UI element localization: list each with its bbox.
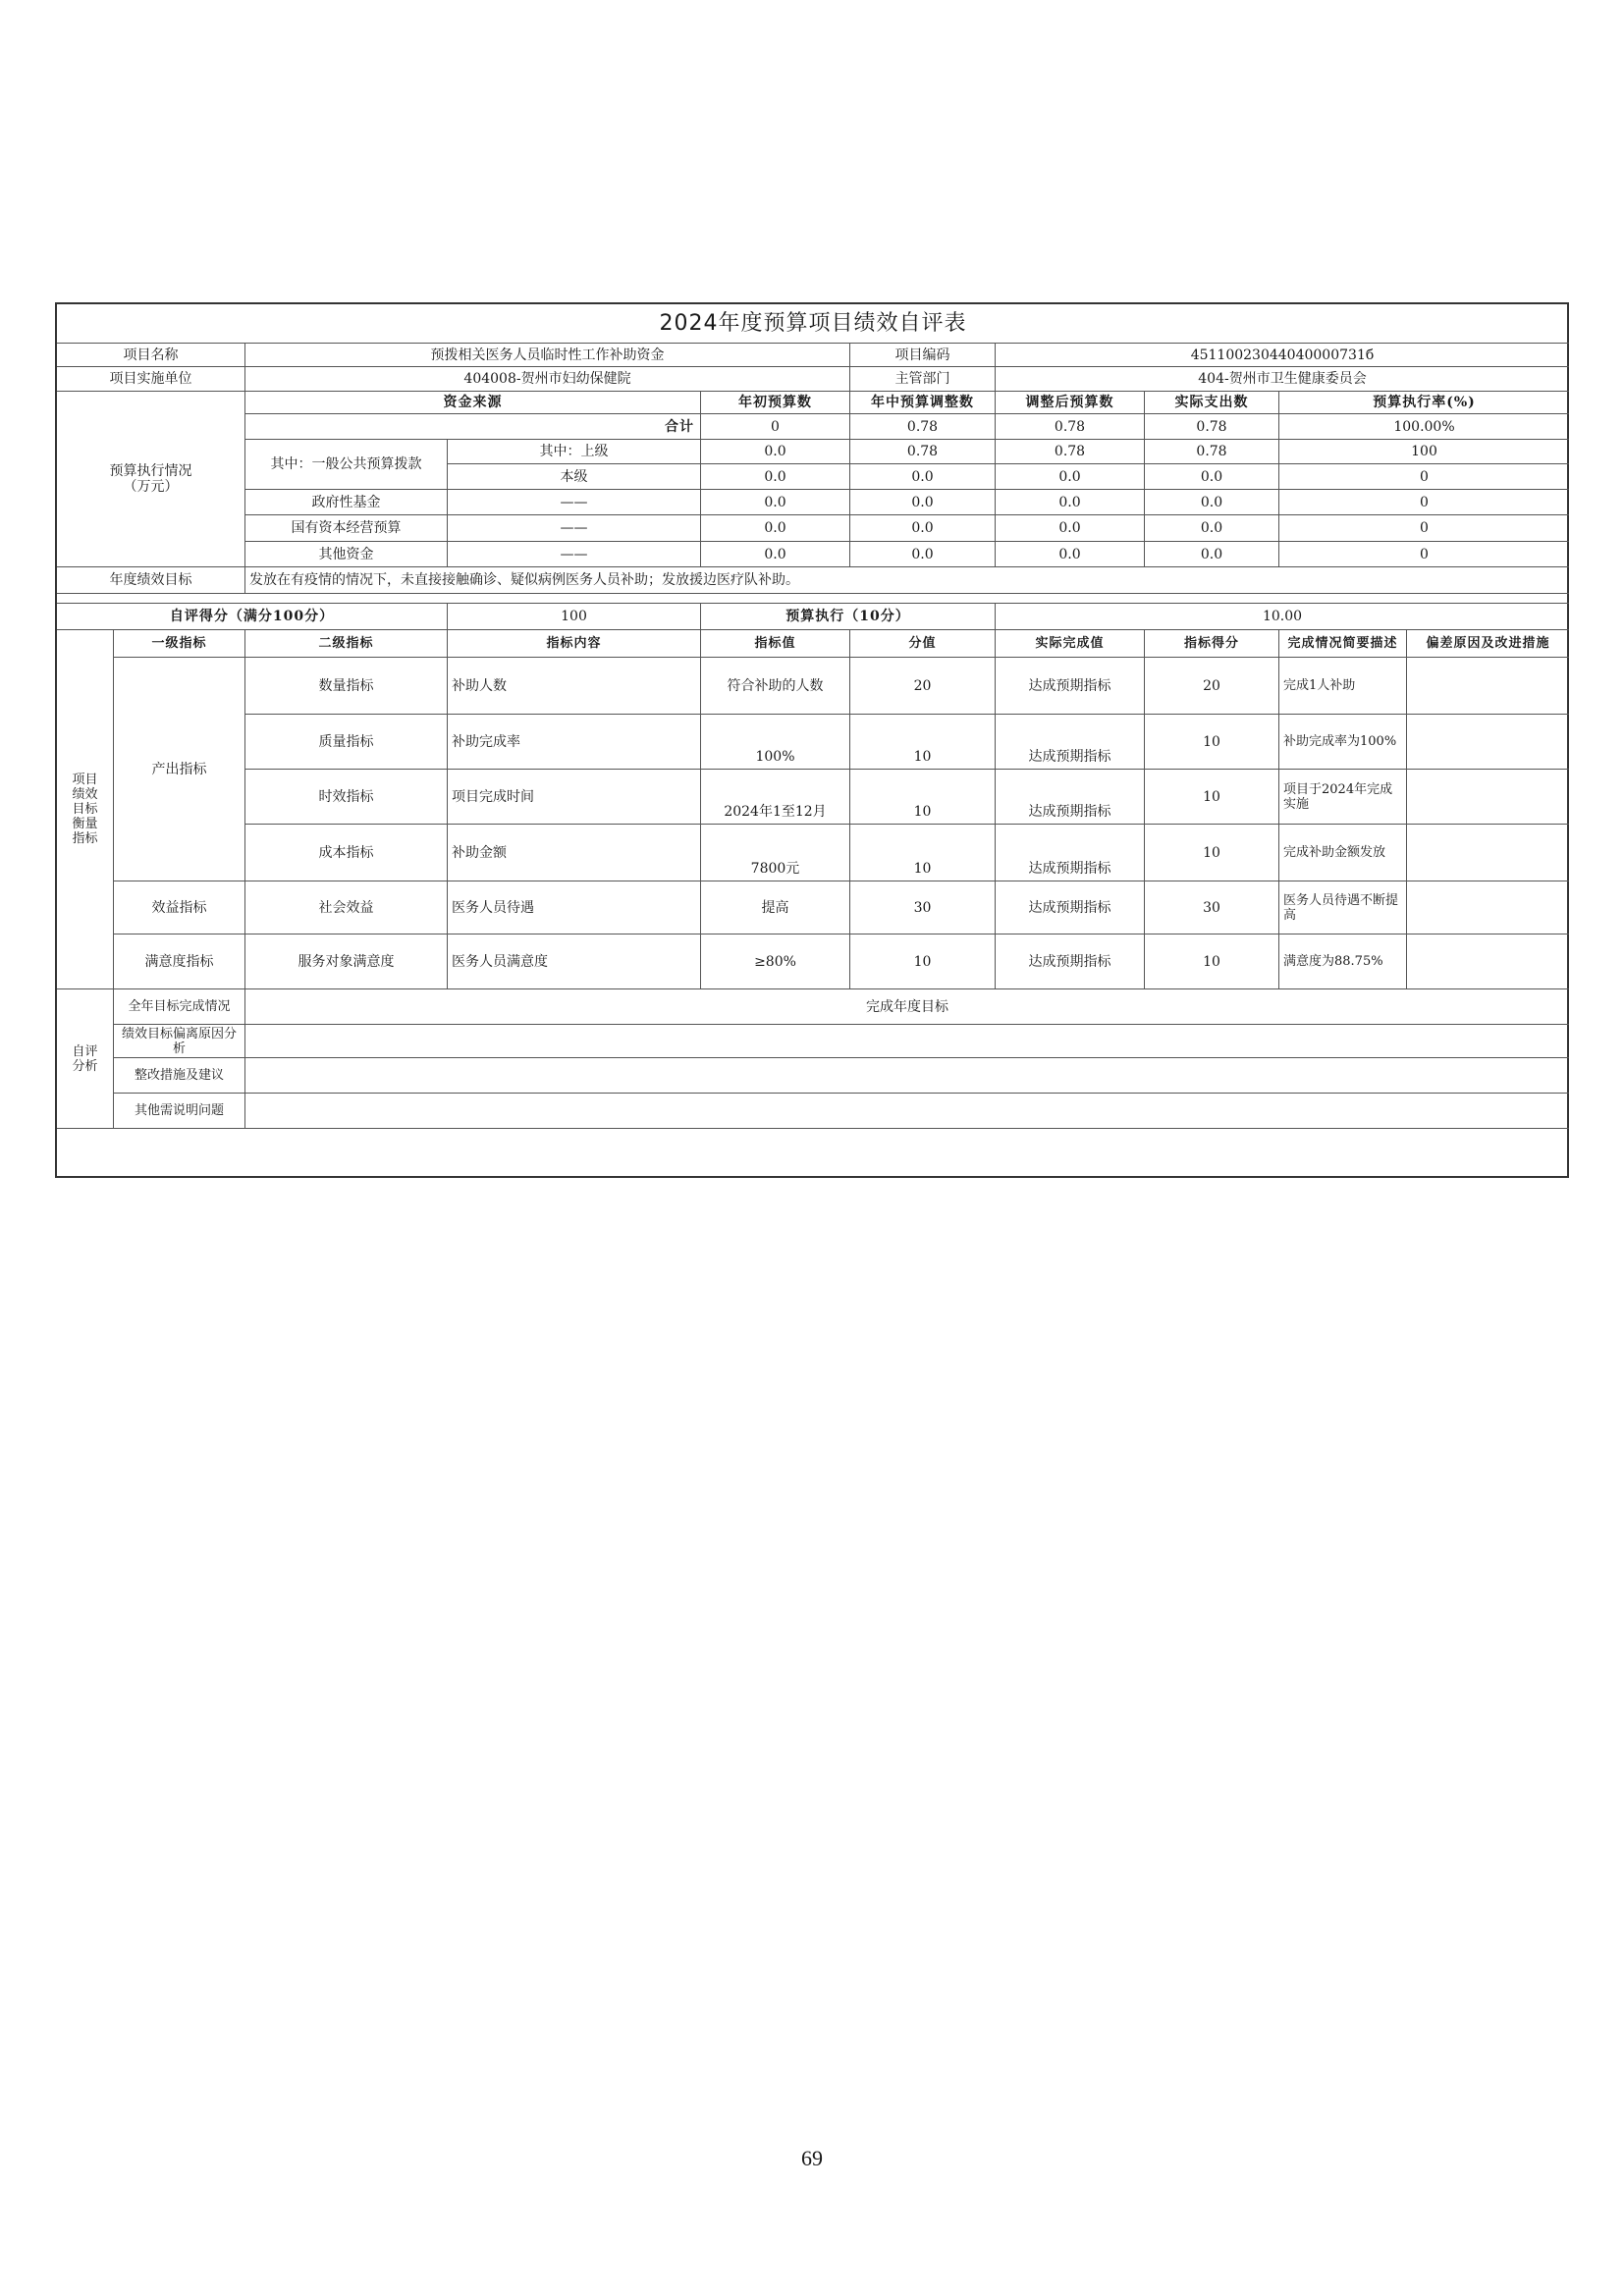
indicator-actual-value: 达成预期指标 bbox=[996, 825, 1145, 881]
implementing-unit-label: 项目实施单位 bbox=[57, 367, 245, 392]
budget-row-label: 政府性基金 bbox=[245, 490, 448, 515]
indicator-level2: 社会效益 bbox=[245, 881, 448, 934]
budget-initial-value: 0 bbox=[701, 414, 850, 440]
indicator-score: 10 bbox=[1145, 934, 1279, 989]
indicator-score: 20 bbox=[1145, 658, 1279, 715]
budget-header-rate: 预算执行率(%) bbox=[1279, 392, 1569, 414]
analysis-section-label: 自评分析 bbox=[57, 989, 114, 1129]
indicator-weight: 30 bbox=[850, 881, 996, 934]
supervising-dept-label: 主管部门 bbox=[850, 367, 996, 392]
indicator-description: 项目于2024年完成实施 bbox=[1279, 770, 1407, 825]
indicator-content: 补助人数 bbox=[448, 658, 701, 715]
indicator-level2: 数量指标 bbox=[245, 658, 448, 715]
indicator-deviation bbox=[1407, 770, 1569, 825]
budget-row-label: 其中：上级 bbox=[448, 440, 701, 464]
budget-row-dash: —— bbox=[448, 515, 701, 542]
indicator-level2: 成本指标 bbox=[245, 825, 448, 881]
satisfaction-indicator-label: 满意度指标 bbox=[114, 934, 245, 989]
indicator-target-value: 100% bbox=[701, 715, 850, 770]
budget-header-adjust: 年中预算调整数 bbox=[850, 392, 996, 414]
budget-section-label: 预算执行情况 （万元） bbox=[57, 392, 245, 567]
indicator-weight: 20 bbox=[850, 658, 996, 715]
page-number: 69 bbox=[801, 2146, 823, 2170]
budget-rate-value: 0 bbox=[1279, 542, 1569, 567]
budget-exec-value: 10.00 bbox=[996, 604, 1569, 630]
supervising-dept-value: 404-贺州市卫生健康委员会 bbox=[996, 367, 1569, 392]
indicator-header-score: 指标得分 bbox=[1145, 630, 1279, 658]
budget-exec-label: 预算执行（10分） bbox=[701, 604, 996, 630]
indicator-header-weight: 分值 bbox=[850, 630, 996, 658]
budget-header-after: 调整后预算数 bbox=[996, 392, 1145, 414]
budget-after-value: 0.0 bbox=[996, 464, 1145, 490]
indicator-header-content: 指标内容 bbox=[448, 630, 701, 658]
budget-actual-value: 0.78 bbox=[1145, 440, 1279, 464]
budget-row-label: 其他资金 bbox=[245, 542, 448, 567]
performance-evaluation-table bbox=[55, 302, 1569, 1178]
score-label: 自评得分（满分100分） bbox=[57, 604, 448, 630]
analysis-item-label: 整改措施及建议 bbox=[114, 1058, 245, 1094]
indicator-header-description: 完成情况简要描述 bbox=[1279, 630, 1407, 658]
budget-row-dash: —— bbox=[448, 490, 701, 515]
budget-header-initial: 年初预算数 bbox=[701, 392, 850, 414]
indicator-actual-value: 达成预期指标 bbox=[996, 715, 1145, 770]
implementing-unit-value: 404008-贺州市妇幼保健院 bbox=[245, 367, 850, 392]
indicator-score: 10 bbox=[1145, 770, 1279, 825]
budget-actual-value: 0.0 bbox=[1145, 464, 1279, 490]
indicator-weight: 10 bbox=[850, 825, 996, 881]
indicator-score: 30 bbox=[1145, 881, 1279, 934]
budget-adjust-value: 0.78 bbox=[850, 440, 996, 464]
indicator-actual-value: 达成预期指标 bbox=[996, 658, 1145, 715]
budget-row-label: 本级 bbox=[448, 464, 701, 490]
project-name-value: 预拨相关医务人员临时性工作补助资金 bbox=[245, 344, 850, 367]
indicator-description: 补助完成率为100% bbox=[1279, 715, 1407, 770]
indicator-weight: 10 bbox=[850, 715, 996, 770]
indicator-target-value: 7800元 bbox=[701, 825, 850, 881]
output-indicator-label: 产出指标 bbox=[114, 658, 245, 881]
indicator-actual-value: 达成预期指标 bbox=[996, 881, 1145, 934]
indicator-content: 医务人员满意度 bbox=[448, 934, 701, 989]
indicator-score: 10 bbox=[1145, 715, 1279, 770]
indicator-header-level2: 二级指标 bbox=[245, 630, 448, 658]
indicator-deviation bbox=[1407, 825, 1569, 881]
budget-rate-value: 0 bbox=[1279, 515, 1569, 542]
analysis-item-label: 其他需说明问题 bbox=[114, 1094, 245, 1129]
indicator-description: 完成1人补助 bbox=[1279, 658, 1407, 715]
indicator-header-level1: 一级指标 bbox=[114, 630, 245, 658]
indicator-header-target: 指标值 bbox=[701, 630, 850, 658]
budget-initial-value: 0.0 bbox=[701, 464, 850, 490]
general-budget-label: 其中：一般公共预算拨款 bbox=[245, 440, 448, 490]
project-code-value: 45110023044040000731б bbox=[996, 344, 1569, 367]
indicator-level2: 时效指标 bbox=[245, 770, 448, 825]
budget-adjust-value: 0.0 bbox=[850, 490, 996, 515]
budget-after-value: 0.78 bbox=[996, 414, 1145, 440]
indicator-deviation bbox=[1407, 715, 1569, 770]
indicator-content: 医务人员待遇 bbox=[448, 881, 701, 934]
indicator-deviation bbox=[1407, 881, 1569, 934]
budget-actual-value: 0.78 bbox=[1145, 414, 1279, 440]
indicator-deviation bbox=[1407, 934, 1569, 989]
budget-adjust-value: 0.0 bbox=[850, 515, 996, 542]
indicator-description: 医务人员待遇不断提高 bbox=[1279, 881, 1407, 934]
indicator-target-value: 符合补助的人数 bbox=[701, 658, 850, 715]
indicator-weight: 10 bbox=[850, 770, 996, 825]
budget-rate-value: 100.00% bbox=[1279, 414, 1569, 440]
budget-rate-value: 100 bbox=[1279, 440, 1569, 464]
indicator-content: 项目完成时间 bbox=[448, 770, 701, 825]
indicator-weight: 10 bbox=[850, 934, 996, 989]
indicator-actual-value: 达成预期指标 bbox=[996, 770, 1145, 825]
indicator-deviation bbox=[1407, 658, 1569, 715]
budget-actual-value: 0.0 bbox=[1145, 490, 1279, 515]
score-gap-row bbox=[57, 594, 1569, 604]
budget-rate-value: 0 bbox=[1279, 490, 1569, 515]
budget-initial-value: 0.0 bbox=[701, 440, 850, 464]
budget-row-dash: —— bbox=[448, 542, 701, 567]
budget-initial-value: 0.0 bbox=[701, 515, 850, 542]
budget-initial-value: 0.0 bbox=[701, 490, 850, 515]
budget-rate-value: 0 bbox=[1279, 464, 1569, 490]
budget-actual-value: 0.0 bbox=[1145, 542, 1279, 567]
project-name-label: 项目名称 bbox=[57, 344, 245, 367]
analysis-item-value bbox=[245, 1094, 1569, 1129]
indicator-target-value: ≥80% bbox=[701, 934, 850, 989]
indicator-header-actual: 实际完成值 bbox=[996, 630, 1145, 658]
budget-after-value: 0.78 bbox=[996, 440, 1145, 464]
budget-after-value: 0.0 bbox=[996, 542, 1145, 567]
indicator-description: 完成补助金额发放 bbox=[1279, 825, 1407, 881]
budget-row-label: 合计 bbox=[245, 414, 701, 440]
table-title: 2024年度预算项目绩效自评表 bbox=[57, 304, 1569, 344]
budget-initial-value: 0.0 bbox=[701, 542, 850, 567]
project-code-label: 项目编码 bbox=[850, 344, 996, 367]
benefit-indicator-label: 效益指标 bbox=[114, 881, 245, 934]
budget-after-value: 0.0 bbox=[996, 515, 1145, 542]
analysis-item-value bbox=[245, 1058, 1569, 1094]
indicator-content: 补助完成率 bbox=[448, 715, 701, 770]
analysis-item-value bbox=[245, 1025, 1569, 1058]
indicator-score: 10 bbox=[1145, 825, 1279, 881]
annual-goal-label: 年度绩效目标 bbox=[57, 567, 245, 594]
analysis-item-label: 绩效目标偏离原因分析 bbox=[114, 1025, 245, 1058]
indicator-header-deviation: 偏差原因及改进措施 bbox=[1407, 630, 1569, 658]
analysis-item-label: 全年目标完成情况 bbox=[114, 989, 245, 1025]
budget-header-source: 资金来源 bbox=[245, 392, 701, 414]
indicator-target-value: 2024年1至12月 bbox=[701, 770, 850, 825]
score-value: 100 bbox=[448, 604, 701, 630]
budget-adjust-value: 0.0 bbox=[850, 464, 996, 490]
indicator-level2: 服务对象满意度 bbox=[245, 934, 448, 989]
budget-header-actual: 实际支出数 bbox=[1145, 392, 1279, 414]
indicator-level2: 质量指标 bbox=[245, 715, 448, 770]
budget-adjust-value: 0.0 bbox=[850, 542, 996, 567]
indicator-target-value: 提高 bbox=[701, 881, 850, 934]
budget-row-label: 国有资本经营预算 bbox=[245, 515, 448, 542]
budget-actual-value: 0.0 bbox=[1145, 515, 1279, 542]
annual-goal-text: 发放在有疫情的情况下，未直接接触确诊、疑似病例医务人员补助；发放援边医疗队补助。 bbox=[245, 567, 1569, 594]
budget-adjust-value: 0.78 bbox=[850, 414, 996, 440]
indicator-content: 补助金额 bbox=[448, 825, 701, 881]
indicator-description: 满意度为88.75% bbox=[1279, 934, 1407, 989]
budget-after-value: 0.0 bbox=[996, 490, 1145, 515]
indicator-actual-value: 达成预期指标 bbox=[996, 934, 1145, 989]
indicators-section-label: 项目绩效目标衡量指标 bbox=[57, 630, 114, 989]
analysis-item-value: 完成年度目标 bbox=[245, 989, 1569, 1025]
